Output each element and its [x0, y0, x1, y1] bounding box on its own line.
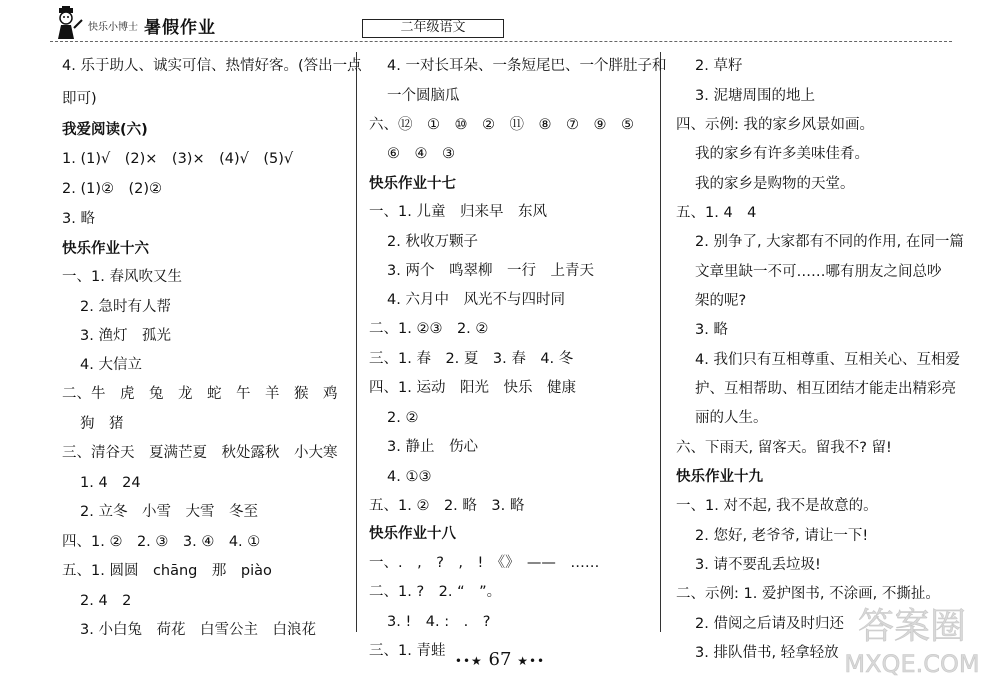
answer-line: 一个圆脑瓜 [387, 88, 460, 104]
answer-line: 文章里缺一不可……哪有朋友之间总吵 [695, 264, 942, 280]
answer-line: 3. 小白兔 荷花 白雪公主 白浪花 [80, 622, 316, 638]
answer-line: 3. 排队借书, 轻拿轻放 [695, 645, 839, 661]
watermark-logo [832, 594, 992, 680]
answer-line: 五、1. 圆圆 chāng 那 piào [62, 563, 272, 579]
section-heading: 我爱阅读(六) [62, 122, 148, 138]
answer-line: 3. 静止 伤心 [387, 439, 478, 455]
answer-line: 二、示例: 1. 爱护图书, 不涂画, 不撕扯。 [676, 586, 940, 602]
answer-line: 五、1. ② 2. 略 3. 略 [369, 498, 525, 514]
answer-line: 2. 秋收万颗子 [387, 234, 478, 250]
answer-line: 一、. , ? , ! 《》 —— …… [369, 555, 600, 571]
answer-line: 2. (1)② (2)② [62, 181, 163, 197]
answer-line: 狗 猪 [80, 416, 124, 432]
answer-line: 1. 4 24 [80, 475, 141, 491]
answer-line: 即可) [62, 91, 97, 107]
answer-line: 六、⑫ ① ⑩ ② ⑪ ⑧ ⑦ ⑨ ⑤ [369, 117, 634, 133]
footer-stars-right: ★•• [517, 654, 546, 668]
section-heading: 快乐作业十九 [676, 469, 763, 485]
answer-line: 3. 请不要乱丢垃圾! [695, 557, 821, 573]
answer-line: 四、1. 运动 阳光 快乐 健康 [369, 380, 576, 396]
answer-line: 2. 借阅之后请及时归还 [695, 616, 844, 632]
answer-line: 二、牛 虎 兔 龙 蛇 午 羊 猴 鸡 [62, 386, 338, 402]
answer-line: 4. 乐于助人、诚实可信、热情好客。(答出一点 [62, 58, 362, 74]
answer-line: 3. 两个 鸣翠柳 一行 上青天 [387, 263, 594, 279]
answer-line: 二、1. ②③ 2. ② [369, 321, 489, 337]
header-divider [50, 41, 952, 42]
column-divider-1 [356, 52, 357, 632]
answer-line: ⑥ ④ ③ [387, 146, 455, 162]
answer-line: 一、1. 对不起, 我不是故意的。 [676, 498, 878, 514]
answer-line: 三、1. 青蛙 [369, 643, 446, 659]
answer-line: 三、1. 春 2. 夏 3. 春 4. 冬 [369, 351, 574, 367]
page-number: 67 [488, 649, 512, 670]
answer-line: 3. 泥塘周围的地上 [695, 88, 815, 104]
answer-line: 3. 略 [695, 322, 728, 338]
answer-line: 我的家乡有许多美味佳肴。 [695, 146, 869, 162]
answer-line: 2. 草籽 [695, 58, 743, 74]
answer-line: 一、1. 春风吹又生 [62, 269, 182, 285]
answer-line: 2. 您好, 老爷爷, 请让一下! [695, 528, 869, 544]
doctor-mascot-icon [52, 6, 86, 40]
answer-line: 4. 六月中 风光不与四时同 [387, 292, 565, 308]
answer-line: 五、1. 4 4 [676, 205, 757, 221]
answer-line: 四、1. ② 2. ③ 3. ④ 4. ① [62, 534, 261, 550]
answer-line: 3. 渔灯 孤光 [80, 328, 171, 344]
footer-stars-left: ••★ [454, 654, 483, 668]
section-heading: 快乐作业十七 [369, 176, 456, 192]
answer-line: 丽的人生。 [695, 410, 768, 426]
answer-line: 四、示例: 我的家乡风景如画。 [676, 117, 874, 133]
answer-line: 架的呢? [695, 293, 747, 309]
answer-line: 一、1. 儿童 归来早 东风 [369, 204, 547, 220]
answer-line: 3. ! 4. : . ? [387, 614, 491, 630]
section-heading: 快乐作业十八 [369, 526, 456, 542]
answer-line: 二、1. ? 2. “ ”。 [369, 584, 502, 600]
brand-script: 快乐小博士 [88, 22, 138, 33]
brand-logo [52, 6, 252, 40]
book-title: 暑假作业 [144, 18, 216, 38]
answer-line: 三、清谷天 夏满芒夏 秋处露秋 小大寒 [62, 445, 338, 461]
answer-line: 4. 我们只有互相尊重、互相关心、互相爱 [695, 352, 960, 368]
answer-line: 我的家乡是购物的天堂。 [695, 176, 855, 192]
answer-line: 3. 略 [62, 211, 95, 227]
subject-label: 二年级语文 [362, 19, 504, 38]
answer-line: 1. (1)√ (2)× (3)× (4)√ (5)√ [62, 151, 294, 167]
page-header [0, 0, 1000, 44]
answer-line: 2. 立冬 小雪 大雪 冬至 [80, 504, 258, 520]
answer-line: 4. ①③ [387, 469, 432, 485]
answer-line: 六、下雨天, 留客天。留我不? 留! [676, 440, 892, 456]
answer-line: 2. 别争了, 大家都有不同的作用, 在同一篇 [695, 234, 964, 250]
column-divider-2 [660, 52, 661, 632]
watermark-url-text: MXQE.COM [844, 650, 980, 678]
answer-line: 4. 大信立 [80, 357, 142, 373]
section-heading: 快乐作业十六 [62, 241, 149, 257]
answer-line: 2. 急时有人帮 [80, 299, 171, 315]
answer-line: 2. 4 2 [80, 593, 132, 609]
answer-line: 护、互相帮助、相互团结才能走出精彩亮 [695, 381, 956, 397]
answer-line: 2. ② [387, 410, 419, 426]
answer-line: 4. 一对长耳朵、一条短尾巴、一个胖肚子和 [387, 58, 667, 74]
watermark-main-text: 答案圈 [857, 606, 967, 647]
